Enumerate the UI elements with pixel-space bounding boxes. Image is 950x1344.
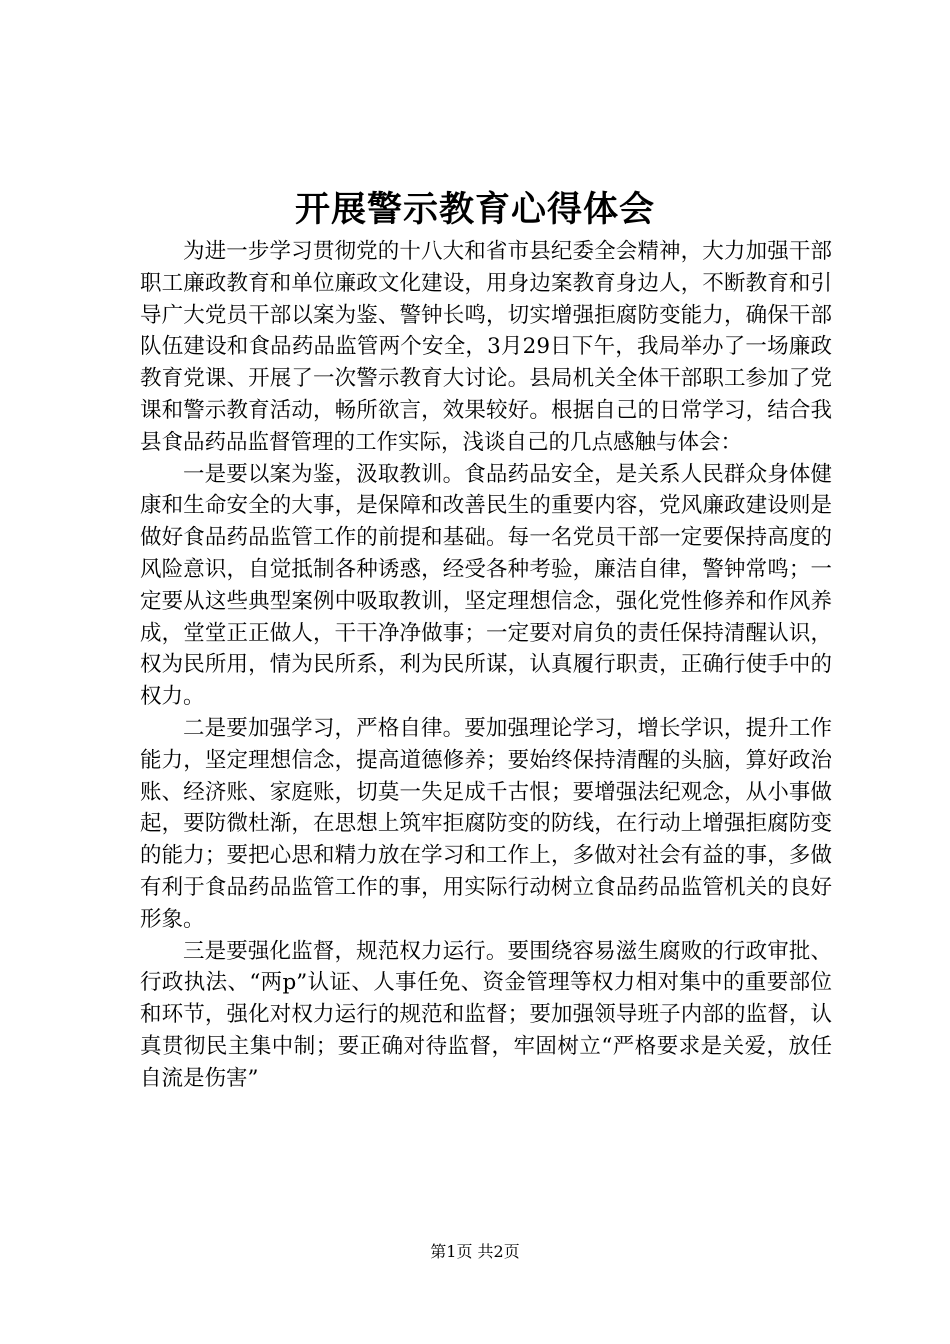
page-number-footer: 第1页 共2页	[430, 1242, 520, 1261]
document-title: 开展警示教育心得体会	[294, 189, 655, 230]
paragraph-point-2: 二是要加强学习，严格自律。要加强理论学习，增长学识，提升工作能力，坚定理想信念，提高道德修养；要始终保持清醒的头脑，算好政治账、经济账、家庭账，切莫一失足成千古恨；要增强法纪观念，从小事做起，要防微杜渐，在思想上筑牢拒腐防变的防线，在行动上增强拒腐防变的能力；要把心思和精力放在学习和工作上，多做对社会有益的事，多做有利于食品药品监管工作的事，用实际行动树立食品药品监管机关的良好形象。	[140, 715, 832, 932]
paragraph-point-1: 一是要以案为鉴，汲取教训。食品药品安全，是关系人民群众身体健康和生命安全的大事，是保障和改善民生的重要内容，党风廉政建设则是做好食品药品监管工作的前提和基础。每一名党员干部一定要保持高度的风险意识，自觉抵制各种诱惑，经受各种考验，廉洁自律，警钟常鸣；一定要从这些典型案例中吸取教训，坚定理想信念，强化党性修养和作风养成，堂堂正正做人，干干净净做事；一定要对肩负的责任保持清醒认识，权为民所用，情为民所系，利为民所谋，认真履行职责，正确行使手中的权力。	[140, 461, 832, 710]
paragraph-intro: 为进一步学习贯彻党的十八大和省市县纪委全会精神，大力加强干部职工廉政教育和单位廉政文化建设，用身边案教育身边人，不断教育和引导广大党员干部以案为鉴、警钟长鸣，切实增强拒腐防变能力，确保干部队伍建设和食品药品监管两个安全，3月29日下午，我局举办了一场廉政教育党课、开展了一次警示教育大讨论。县局机关全体干部职工参加了党课和警示教育活动，畅所欲言，效果较好。根据自己的日常学习，结合我县食品药品监督管理的工作实际，浅谈自己的几点感触与体会：	[140, 239, 832, 455]
document-body	[140, 236, 832, 1095]
paragraph-point-3: 三是要强化监督，规范权力运行。要围绕容易滋生腐败的行政审批、行政执法、“两p”认证、人事任免、资金管理等权力相对集中的重要部位和环节，强化对权力运行的规范和监督；要加强领导班子内部的监督，认真贯彻民主集中制；要正确对待监督，牢固树立“严格要求是关爱，放任自流是伤害”	[140, 938, 832, 1091]
